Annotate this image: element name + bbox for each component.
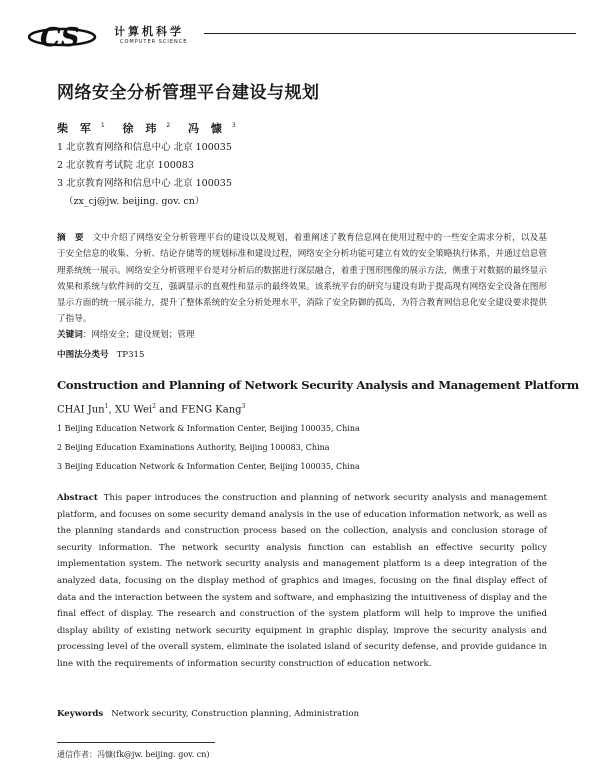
journal-logo-icon xyxy=(28,22,98,52)
author-name-en: FENG Kang xyxy=(181,404,242,416)
clc-label: 中图法分类号 xyxy=(57,350,109,360)
author-affiliation-mark: 1 xyxy=(104,403,109,410)
author-affiliation-mark: 2 xyxy=(152,403,156,410)
author-name: 冯 慷 xyxy=(188,122,226,135)
journal-name-cn: 计算机科学 xyxy=(114,25,184,38)
footnote-value: 冯慷(fk@jw. beijing. gov. cn) xyxy=(97,750,210,759)
keywords-label-cn: 关键词 xyxy=(57,330,83,340)
authors-cn xyxy=(57,120,250,136)
footnote-label: 通信作者： xyxy=(57,750,97,759)
author-affiliation-mark: 2 xyxy=(166,122,171,130)
keywords-value-cn: 网络安全；建设规划；管理 xyxy=(91,330,195,340)
author-separator: , xyxy=(108,404,115,416)
paper-title-cn: 网络安全分析管理平台建设与规划 xyxy=(57,83,320,103)
author-name: 徐 玮 xyxy=(122,122,161,135)
header-rule xyxy=(204,33,576,34)
abstract-label-cn: 摘 要 xyxy=(57,233,87,243)
author-separator: and xyxy=(155,404,182,416)
author-affiliation-mark: 1 xyxy=(100,122,105,130)
clc-value: TP315 xyxy=(116,350,145,360)
footnote-rule xyxy=(57,742,215,743)
paper-title-en: Construction and Planning of Network Security Analysis and Management Platform xyxy=(57,378,579,392)
authors-en xyxy=(57,403,245,415)
clc-number xyxy=(57,348,145,360)
abstract-label-en: Abstract xyxy=(57,493,98,503)
abstract-text-en: This paper introduces the construction and planning of network security analysis and management platform, and focuses on some security demand analysis in the use of education information network, as well as the planning standards and construction process based on the collection, analysis and conclusion storage of security information. The network security analysis function can establish an effective security policy implementation system. The network security analysis and management platform is a deep integration of the analyzed data, focusing on the display method of graphics and images, focusing on the final display effect of data and the interaction between the system and software, and emphasizing the intuitiveness of display and the final effect of display. The research and construction of the system platform will help to improve the unified display ability of existing network security equipment in graphic display, improve the security analysis and processing level of the overall system, eliminate the isolated island of security defense, and provide guidance in line with the requirements of information security construction of education network. xyxy=(57,493,547,669)
affiliation-cn: 2 北京教育考试院 北京 100083 xyxy=(57,160,194,171)
affiliation-en: 2 Beijing Education Examinations Authority, Beijing 100083, China xyxy=(57,443,330,452)
keywords-value-en: Network security, Construction planning, Administration xyxy=(111,709,360,719)
svg-text:CS: CS xyxy=(40,23,80,52)
author-affiliation-mark: 3 xyxy=(241,403,246,410)
abstract-text-cn: 文中介绍了网络安全分析管理平台的建设以及规划，着重阐述了教育信息网在使用过程中的一些安全需求分析，以及基于安全信息的收集、分析、结论存储等的规划标准和建设过程，网络安全分析功能可建立有效的安全策略执行体系，并通过信息管理系统统一展示。网络安全分析管理平台是对分析后的数据进行深层融合，着重于图形图像的展示方法，侧重于对数据的最终显示效果和系统与软件间的交互，强调显示的直观性和显示的最终效果。该系统平台的研究与建设有助于提高现有网络安全设备在图形显示方面的统一展示能力，提升了整体系统的安全分析处理水平，消除了安全防御的孤岛，为符合教育网信息化安全建设要求提供了指导。 xyxy=(57,233,547,325)
affiliation-en: 3 Beijing Education Network & Information Center, Beijing 100035, China xyxy=(57,462,360,471)
author-name-en: CHAI Jun xyxy=(57,404,105,416)
keywords-label-en: Keywords xyxy=(57,709,104,719)
contact-email-cn: （zx_cj@jw. beijing. gov. cn） xyxy=(64,196,205,207)
author-affiliation-mark: 3 xyxy=(231,122,236,130)
keywords-cn: 关键词：网络安全；建设规划；管理 xyxy=(57,330,195,340)
author-name: 柴 军 xyxy=(57,122,95,135)
keywords-en xyxy=(57,709,359,719)
affiliation-en: 1 Beijing Education Network & Information Center, Beijing 100035, China xyxy=(57,424,360,433)
journal-header xyxy=(28,22,576,52)
affiliation-cn: 3 北京教育网络和信息中心 北京 100035 xyxy=(57,178,232,189)
journal-name-en: COMPUTER SCIENCE xyxy=(120,39,188,45)
abstract-cn xyxy=(57,230,547,328)
affiliation-cn: 1 北京教育网络和信息中心 北京 100035 xyxy=(57,142,232,153)
author-name-en: XU Wei xyxy=(114,404,153,416)
abstract-en xyxy=(57,490,547,673)
corresponding-author-footnote xyxy=(57,749,210,760)
